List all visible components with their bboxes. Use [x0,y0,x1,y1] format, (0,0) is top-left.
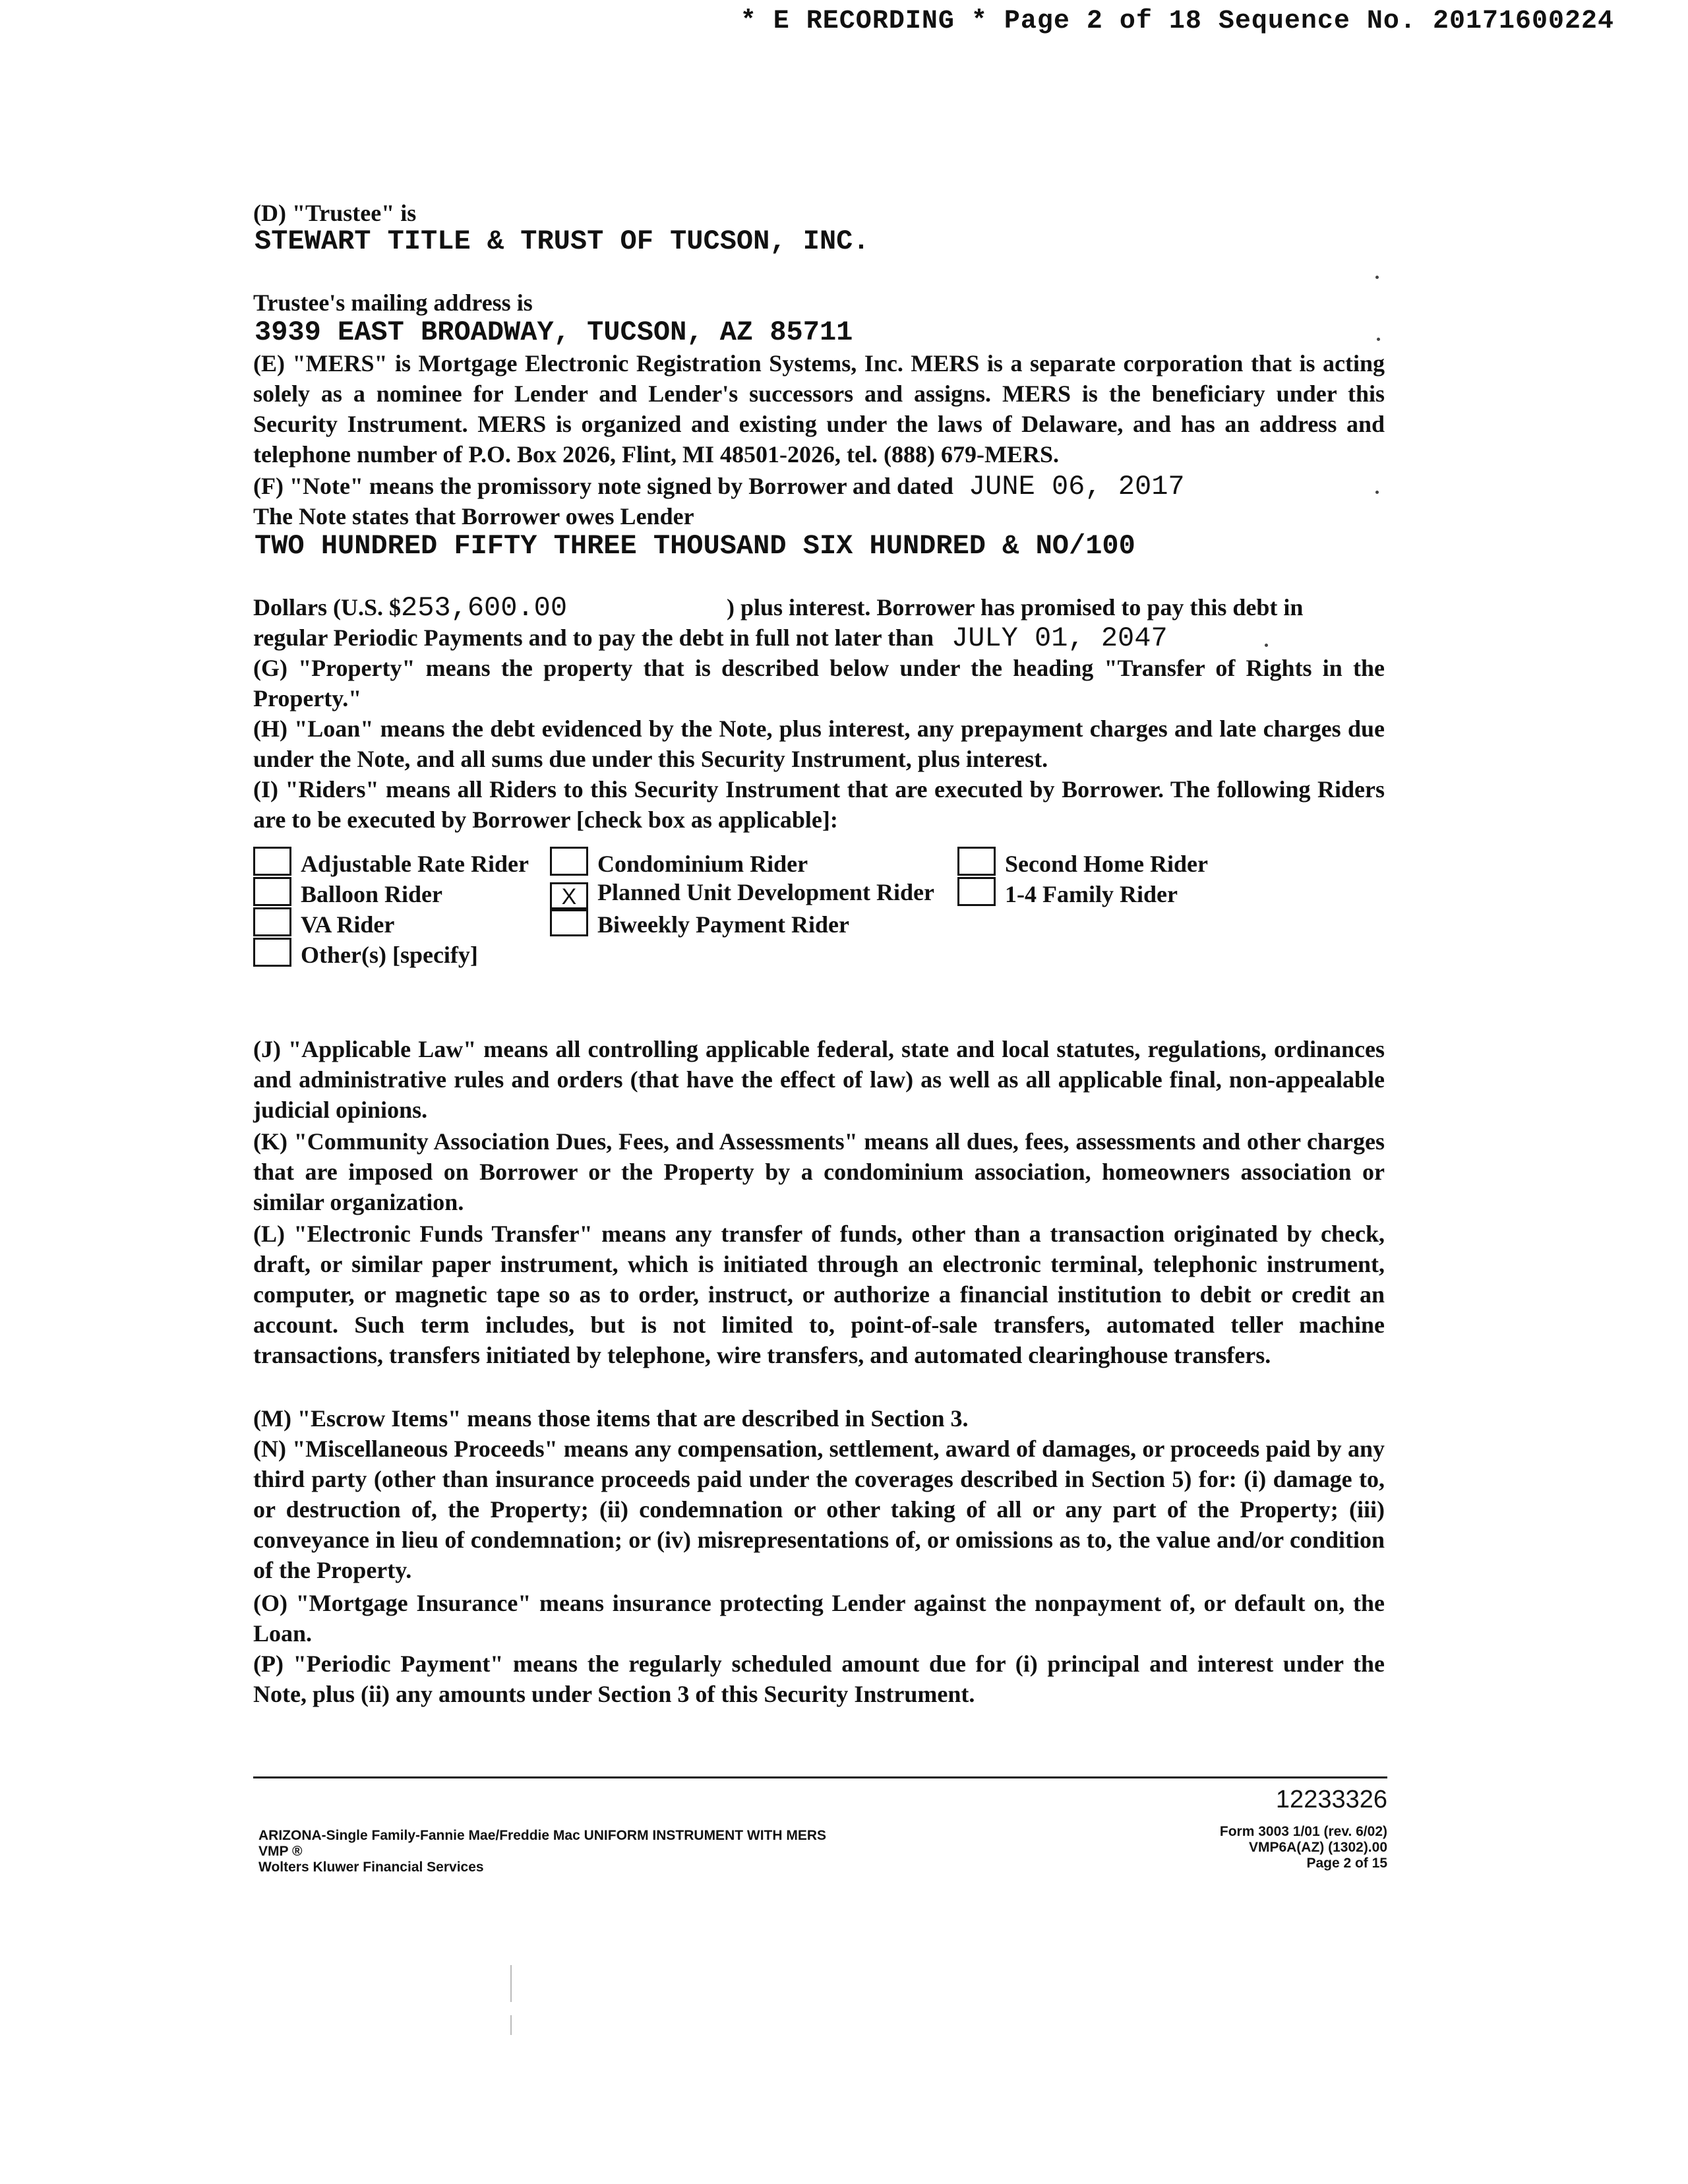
plus-interest-text: ) plus interest. Borrower has promised to pay this debt in [727,594,1304,621]
trustee-label: (D) "Trustee" is [253,200,417,226]
rider-label: 1-4 Family Rider [1005,881,1178,907]
maturity-line [253,622,1168,653]
mers-definition: (E) "MERS" is Mortgage Electronic Registration Systems, Inc. MERS is a separate corporation that is acting solely as a nominee for Lender and Lender's successors and assigns. MERS is the beneficiary under this Security Instrument. MERS is organized and existing under the laws of Delaware, and has an address and telephone number of P.O. Box 2026, Flint, MI 48501-2026, tel. (888) 679-MERS. [253,350,1385,468]
loan-number: 12233326 [1275,1786,1387,1813]
periodic-payment-definition: (P) "Periodic Payment" means the regularly scheduled amount due for (i) principal and interest under the Note, plus (ii) any amounts under Section 3 of this Security Instrument. [253,1651,1385,1707]
dollars-label: Dollars (U.S. $ [253,594,401,621]
trustee-mailing-label: Trustee's mailing address is [253,289,533,316]
rider-one-four-family[interactable] [957,877,1178,909]
checkbox-others[interactable] [253,938,291,967]
mark-dot [1265,644,1268,647]
footer-page-number: Page 2 of 15 [1306,1856,1387,1871]
trustee-name: STEWART TITLE & TRUST OF TUCSON, INC. [255,226,870,257]
note-owes-label: The Note states that Borrower owes Lender [253,503,694,530]
rider-adjustable-rate[interactable] [253,847,529,879]
rider-label: Planned Unit Development Rider [597,879,934,905]
note-date: JUNE 06, 2017 [968,471,1185,502]
rider-label: VA Rider [301,911,395,938]
recording-header: * E RECORDING * Page 2 of 18 Sequence No. 20171600224 [740,7,1614,36]
rider-va[interactable] [253,907,394,940]
checkbox-planned-unit-development[interactable]: X [550,882,588,911]
rider-others[interactable] [253,938,478,970]
checkbox-second-home[interactable] [957,847,996,876]
checkbox-condominium[interactable] [550,847,588,876]
trustee-mailing-address: 3939 EAST BROADWAY, TUCSON, AZ 85711 [255,317,853,348]
rider-label: Condominium Rider [597,851,808,877]
footer-form-number: Form 3003 1/01 (rev. 6/02) [1219,1824,1387,1839]
mark-dot [1375,276,1379,279]
mortgage-insurance-definition: (O) "Mortgage Insurance" means insurance protecting Lender against the nonpayment of, or default on, the Loan. [253,1590,1385,1647]
amount-words: TWO HUNDRED FIFTY THREE THOUSAND SIX HUNDRED & NO/100 [255,530,1135,562]
rider-planned-unit-development[interactable] [550,877,934,911]
misc-proceeds-definition: (N) "Miscellaneous Proceeds" means any compensation, settlement, award of damages, or proceeds paid by any third party (other than insurance proceeds paid under the coverages described in Section 5) for: (i) damage to, or destruction of, the Property; (ii) condemnation or other taking of all or any part of the Property; (iii) conveyance in lieu of condemnation; or (iv) misrepresentations of, or omissions as to, the value and/or condition of the Property. [253,1436,1385,1583]
rider-biweekly[interactable] [550,907,849,940]
eft-definition: (L) "Electronic Funds Transfer" means any transfer of funds, other than a transaction originated by check, draft, or similar paper instrument, which is initiated through an electronic terminal, telephonic instrument, computer, or magnetic tape so as to order, instruct, or authorize a financial institution to debit or credit an account. Such term includes, but is not limited to, point-of-sale transfers, automated teller machine transactions, transfers initiated by telephone, wire transfers, and automated clearinghouse transfers. [253,1221,1385,1368]
checkbox-balloon[interactable] [253,877,291,906]
checkbox-one-four-family[interactable] [957,877,996,906]
escrow-items-definition: (M) "Escrow Items" means those items that are described in Section 3. [253,1405,969,1432]
checkbox-adjustable-rate[interactable] [253,847,291,876]
rider-label: Adjustable Rate Rider [301,851,529,877]
rider-condominium[interactable] [550,847,808,879]
scan-mark [510,1965,512,2002]
checkbox-biweekly[interactable] [550,907,588,936]
rider-label: Second Home Rider [1005,851,1208,877]
riders-definition: (I) "Riders" means all Riders to this Security Instrument that are executed by Borrower. The following Riders are to be executed by Borrower [check box as applicable]: [253,776,1385,833]
footer-publisher: Wolters Kluwer Financial Services [258,1860,484,1875]
checkbox-va[interactable] [253,907,291,936]
rider-label: Biweekly Payment Rider [597,911,849,938]
rider-label: Other(s) [specify] [301,942,478,968]
footer-form-title: ARIZONA-Single Family-Fannie Mae/Freddie Mac UNIFORM INSTRUMENT WITH MERS [258,1828,827,1843]
loan-amount: 253,600.00 [401,592,568,624]
dollars-line [253,592,1385,623]
maturity-date: JULY 01, 2047 [951,622,1168,654]
footer-rule [253,1776,1387,1778]
mark-dot [1377,338,1380,341]
mark-dot [1375,491,1379,494]
rider-label: Balloon Rider [301,881,443,907]
community-dues-definition: (K) "Community Association Dues, Fees, and Assessments" means all dues, fees, assessments and other charges that are imposed on Borrower or the Property by a condominium association, homeowners association or similar organization. [253,1128,1385,1215]
rider-balloon[interactable] [253,877,442,909]
rider-second-home[interactable] [957,847,1208,879]
scan-mark [510,2015,512,2035]
footer-vmp: VMP ® [258,1844,303,1859]
note-text: (F) "Note" means the promissory note signed by Borrower and dated [253,473,953,499]
maturity-text: regular Periodic Payments and to pay the debt in full not later than [253,624,934,651]
property-definition: (G) "Property" means the property that is described below under the heading "Transfer of Rights in the Property." [253,655,1385,712]
applicable-law-definition: (J) "Applicable Law" means all controlling applicable federal, state and local statutes, regulations, ordinances and administrative rules and orders (that have the effect of law) as well as all applicable final, non-appealable judicial opinions. [253,1036,1385,1123]
loan-definition: (H) "Loan" means the debt evidenced by the Note, plus interest, any prepayment charges and late charges due under the Note, and all sums due under this Security Instrument, plus interest. [253,715,1385,772]
footer-vmp-code: VMP6A(AZ) (1302).00 [1248,1840,1387,1855]
note-definition [253,471,1185,502]
